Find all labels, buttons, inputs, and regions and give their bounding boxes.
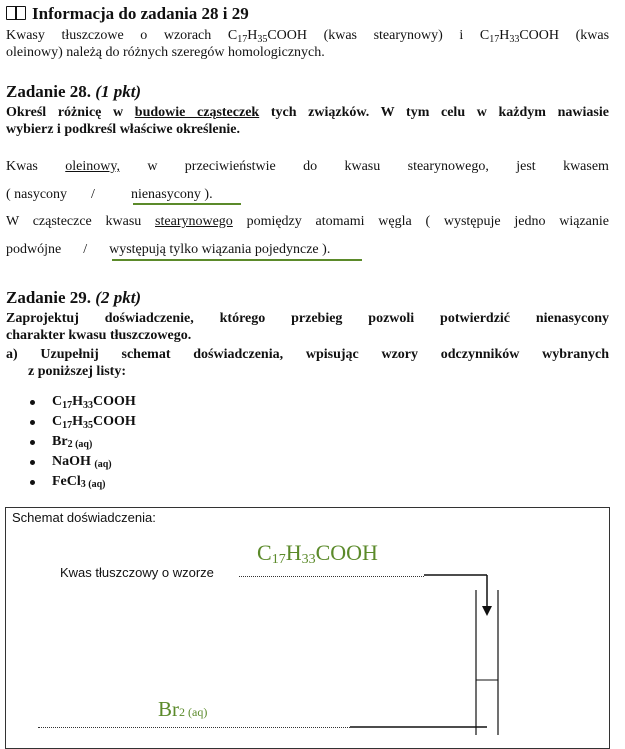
info-intro-line2: oleinowy) należą do różnych szeregów homologicznych. xyxy=(6,45,325,60)
list-item: $C_{17}H_{33}COOH$ xyxy=(30,392,136,412)
task28-instruction-line2: wybierz i podkreśl właściwe określenie. xyxy=(6,122,240,137)
answer-underline-2 xyxy=(112,259,362,261)
task29-a-line2: z poniższej listy: xyxy=(28,364,126,379)
list-item: Br2 (aq) xyxy=(30,432,136,452)
task28-sentence2-line1: W cząsteczce kwasu stearynowego pomiędzy atomami węgla ( występuje jedno wiązanie xyxy=(6,214,609,229)
info-title: Informacja do zadania 28 i 29 xyxy=(32,4,249,23)
task29-heading: Zadanie 29. (2 pkt) xyxy=(6,288,142,307)
answer-underline-1 xyxy=(133,203,241,205)
task28-heading: Zadanie 28. (1 pkt) xyxy=(6,82,142,101)
list-item: $C_{17}H_{35}COOH$ xyxy=(30,412,136,432)
task28-sentence1-line1: Kwas oleinowy, w przeciwieństwie do kwasu stearynowego, jest kwasem xyxy=(6,159,609,174)
answer-reagent-formula: Br2 (aq) xyxy=(158,697,208,721)
list-item: NaOH (aq) xyxy=(30,452,136,472)
answer-acid-formula: $C_{17}H_{33}COOH$ xyxy=(257,540,378,567)
answer-nienasycony: nienasycony xyxy=(130,187,201,202)
info-heading xyxy=(6,4,249,24)
task28-sentence2-line2: podwójne / występują tylko wiązania pojedyncze ). xyxy=(6,242,331,257)
answer-pojedyncze: występują tylko wiązania pojedyncze xyxy=(109,242,319,257)
task28-instruction-line1: Określ różnicę w budowie cząsteczek tych związków. W tym celu w każdym nawiasie xyxy=(6,105,609,120)
schema-label: Schemat doświadczenia: xyxy=(12,510,156,525)
reagent-answer-dotted-line xyxy=(38,727,350,728)
task29-instruction-line1: Zaprojektuj doświadczenie, którego przebieg pozwoli potwierdzić nienasycony xyxy=(6,311,609,326)
book-icon xyxy=(6,6,26,20)
task29-a-line1: a) Uzupełnij schemat doświadczenia, wpisując wzory odczynników wybranych xyxy=(6,347,609,362)
reagent-list xyxy=(30,392,136,492)
task29-instruction-line2: charakter kwasu tłuszczowego. xyxy=(6,328,192,343)
acid-label: Kwas tłuszczowy o wzorze xyxy=(60,565,214,580)
arrow-down-icon xyxy=(482,606,492,616)
task28-sentence1-line2: ( nasycony / nienasycony ). xyxy=(6,187,213,202)
test-tube-diagram xyxy=(0,560,625,735)
info-intro-line1: Kwasy tłuszczowe o wzorach $C_{17}H_{35}COOH$ (kwas stearynowy) i $C_{17}H_{33}COOH$ (kwas xyxy=(6,28,610,45)
list-item: FeCl3 (aq) xyxy=(30,472,136,492)
